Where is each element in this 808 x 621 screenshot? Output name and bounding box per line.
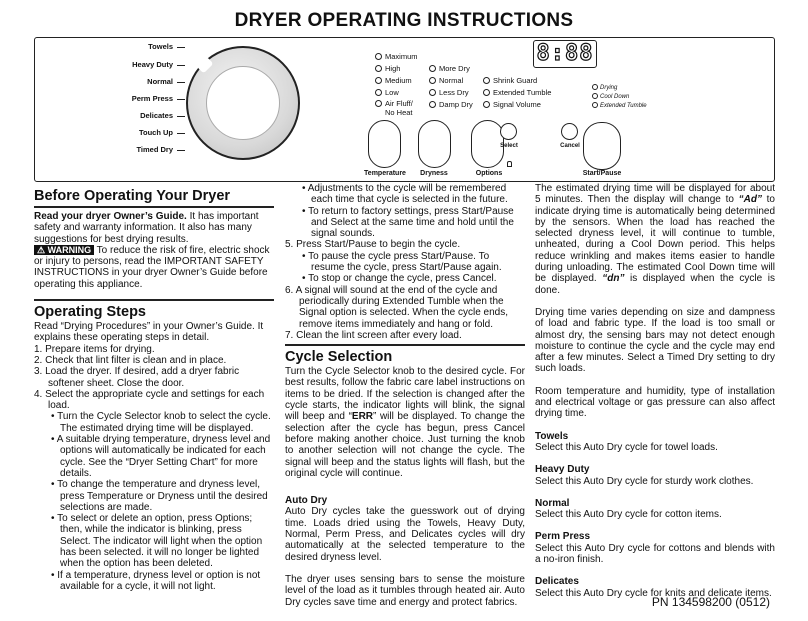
temp-maximum (375, 52, 418, 61)
option-label: Normal (439, 76, 464, 85)
indicator-light (375, 53, 382, 60)
option-label: Extended Tumble (493, 88, 552, 97)
cycle-perm-press[interactable]: Perm Press (131, 94, 173, 103)
column-3-text (535, 183, 775, 599)
option-label: Air Fluff/ No Heat (385, 99, 413, 117)
part-number: PN 134598200 (0512) (651, 595, 770, 609)
before-heading: Before Operating Your Dryer (34, 188, 231, 204)
temp-air-fluff (375, 100, 413, 117)
step-2: 2. Check that lint filter is clean and in place. (34, 354, 227, 366)
option-label: Signal Volume (493, 100, 541, 109)
room-text: Room temperature and humidity, type of installation and electrical voltage or gas pressure can also affect drying time. (535, 385, 775, 420)
cycle-towels[interactable]: Towels (148, 42, 173, 51)
step-3: 3. Load the dryer. If desired, add a dryer fabric softener sheet. Close the door. (34, 366, 240, 389)
option-label: Less Dry (439, 88, 469, 97)
tick-mark (177, 116, 185, 117)
tick-mark (177, 99, 185, 100)
indicator-light (375, 100, 382, 107)
cycle-timed-dry[interactable]: Timed Dry (136, 145, 173, 154)
delicates-heading: Delicates (535, 576, 579, 588)
status-label: Extended Tumble (600, 103, 647, 109)
indicator-light (429, 89, 436, 96)
option-extended-tumble (483, 88, 551, 97)
indicator-light (483, 89, 490, 96)
cycle-delicates[interactable]: Delicates (140, 111, 173, 120)
est-text-c: is displayed when the cycle is done. (535, 273, 775, 296)
column-1 (34, 188, 274, 592)
step-5: 5. Press Start/Pause to begin the cycle. (285, 239, 461, 251)
option-label: More Dry (439, 64, 470, 73)
indicator-light (375, 77, 382, 84)
select-label: Select (500, 143, 518, 149)
step-1: 1. Prepare items for drying. (34, 343, 155, 355)
option-label: Shrink Guard (493, 76, 538, 85)
status-cool-down (592, 93, 629, 100)
step-4-bullet: • To return to factory settings, press Start/Pause and Select at the same time and hold until the signal sounds. (302, 205, 514, 240)
tick-mark (177, 150, 185, 151)
temp-medium (375, 76, 412, 85)
indicator-light (592, 102, 598, 108)
temperature-label: Temperature (364, 170, 406, 177)
cycle-text-b: ” will be displayed. To change the selection after the cycle has begun, press Cancel before making another choice. Just turning the knob to another selection will not change the cycle. The signal will beep and the status lights will flash, but the original cycle will continue. (285, 411, 525, 479)
dry-damp-dry (429, 100, 473, 109)
steps-text (34, 321, 274, 592)
indicator-light (375, 65, 382, 72)
cycle-heavy-duty[interactable]: Heavy Duty (132, 60, 173, 69)
sensor-text: The dryer uses sensing bars to sense the moisture level of the load as it tumbles through heated air. Auto Dry cycles save time and energy and protect fabrics. (285, 573, 525, 608)
steps-heading: Operating Steps (34, 304, 146, 321)
towels-text: Select this Auto Dry cycle for towel loads. (535, 441, 718, 453)
knob-center (206, 66, 280, 140)
cycle-touch-up[interactable]: Touch Up (138, 128, 173, 137)
dryness-label: Dryness (420, 170, 448, 177)
est-text-b: to indicate drying time is automatically being determined by the sensors. When the load has reached the selected dryness level, it will continue to tumble, unheated, during a Cool Down period. This helps reduce wrinkling and makes items easier to handle during unloading. The estimated Cool Down time will be displayed. (535, 194, 775, 285)
status-label: Cool Down (600, 94, 630, 100)
status-drying (592, 84, 617, 91)
normal-text: Select this Auto Dry cycle for cotton items. (535, 509, 722, 521)
temp-high (375, 64, 400, 73)
auto-dry-text: Auto Dry cycles take the guesswork out of drying time. Loads dried using the Towels, Heavy Duty, Normal, Perm Press, and Delicates cycles will dry automatically at the selected temperature to the desired dryness level. (285, 506, 525, 563)
dry-less-dry (429, 88, 469, 97)
err-code: ERR (351, 411, 374, 423)
cycle-text (285, 366, 525, 608)
temp-low (375, 88, 399, 97)
steps-intro: Read “Drying Procedures” in your Owner’s Guide. It explains these operating steps in detail. (34, 321, 264, 344)
step-5-bullet: • To stop or change the cycle, press Cancel. (302, 273, 497, 285)
perm-press-text: Select this Auto Dry cycle for cottons and blends with a no-iron finish. (535, 542, 775, 566)
lock-icon (507, 161, 512, 167)
indicator-light (429, 65, 436, 72)
divider (34, 299, 274, 301)
indicator-light (592, 84, 598, 90)
tick-mark (177, 65, 185, 66)
dn-code: “dn” (602, 273, 625, 285)
step-7: 7. Clean the lint screen after every load. (285, 329, 462, 341)
option-signal-volume (483, 100, 541, 109)
before-body: It has important safety and warranty information. It also has many suggestions for best drying results. (34, 211, 259, 245)
before-text (34, 211, 274, 290)
indicator-light (592, 93, 598, 99)
divider (285, 344, 525, 346)
divider (34, 206, 274, 208)
option-shrink-guard (483, 76, 537, 85)
temperature-button[interactable] (368, 120, 401, 168)
tick-mark (177, 82, 185, 83)
option-label: Maximum (385, 52, 418, 61)
tick-mark (177, 47, 185, 48)
status-extended-tumble (592, 102, 647, 109)
step-4-bullet: • A suitable drying temperature, dryness level and options will automatically be indicated for each cycle. See the “Dryer Setting Chart” for more details. (51, 434, 271, 479)
cycle-normal[interactable]: Normal (147, 77, 173, 86)
indicator-light (483, 77, 490, 84)
dry-normal (429, 76, 463, 85)
ad-code: “Ad” (738, 194, 762, 206)
column-2 (285, 183, 525, 608)
step-5-bullet: • To pause the cycle press Start/Pause. To resume the cycle, press Start/Pause again. (302, 250, 502, 274)
option-label: Low (385, 88, 399, 97)
dryness-button[interactable] (418, 120, 451, 168)
option-label: Medium (385, 76, 412, 85)
step-6: 6. A signal will sound at the end of the cycle and periodically during Extended Tumble when the Signal option is selected. When the cycle ends, remove items immediately and hang or fold. (285, 284, 509, 330)
start-pause-button[interactable] (583, 122, 621, 170)
delicates-text: Select this Auto Dry cycle for knits and delicate items. (535, 587, 772, 599)
indicator-light (429, 77, 436, 84)
cancel-button[interactable] (561, 123, 578, 140)
indicator-light (375, 89, 382, 96)
cycle-heading: Cycle Selection (285, 349, 393, 366)
option-label: Damp Dry (439, 100, 473, 109)
before-lead: Read your dryer Owner’s Guide. (34, 211, 187, 222)
start-pause-label: Start/Pause (582, 170, 622, 177)
options-label: Options (475, 170, 503, 177)
heavy-duty-heading: Heavy Duty (535, 464, 590, 476)
step-4-bullet: • To select or delete an option, press Options; then, while the indicator is blinking, press Select. The indicator will light when the option has been selected. it will no longer be lighted when the option has been deleted. (51, 513, 263, 570)
time-display: 8:88 (533, 40, 597, 68)
select-button[interactable] (500, 123, 517, 140)
perm-press-heading: Perm Press (535, 531, 591, 543)
normal-heading: Normal (535, 497, 570, 509)
status-label: Drying (600, 85, 618, 91)
step-4-bullet: • Turn the Cycle Selector knob to select the cycle. The estimated drying time will be displayed. (51, 411, 271, 434)
indicator-light (429, 101, 436, 108)
towels-heading: Towels (535, 430, 569, 442)
warning-badge: ⚠ WARNING (34, 245, 94, 255)
est-text-a: The estimated drying time will be displayed for about 5 minutes. Then the display will change to (535, 183, 775, 206)
step-4-bullet: • To change the temperature and dryness level, press Temperature or Dryness until the desired selections are made. (51, 479, 268, 513)
cancel-label: Cancel (560, 143, 580, 149)
cycle-text-a: Turn the Cycle Selector knob to the desired cycle. For best results, follow the fabric care label instructions on items to be dried. If the selection is changed after the cycle starts, the indicator lights will blink, the signal will beep and “ (285, 366, 525, 423)
warning-text: To reduce the risk of fire, electric shock or injury to persons, read the IMPORTANT SAFETY INSTRUCTIONS in your dryer Owner’s Guide before operating this appliance. (34, 244, 270, 290)
step-4-bullet: • Adjustments to the cycle will be remembered each time that cycle is selected in the future. (302, 183, 508, 206)
indicator-light (483, 101, 490, 108)
option-label: High (385, 64, 401, 73)
tick-mark (177, 133, 185, 134)
auto-dry-heading: Auto Dry (285, 495, 328, 507)
dry-more-dry (429, 64, 470, 73)
heavy-duty-text: Select this Auto Dry cycle for sturdy work clothes. (535, 475, 754, 487)
step-4: 4. Select the appropriate cycle and settings for each load. (34, 388, 265, 412)
page-title: DRYER OPERATING INSTRUCTIONS (234, 10, 574, 31)
step-4-bullet: • If a temperature, dryness level or option is not available for a cycle, it will not light. (51, 569, 261, 592)
column-3 (535, 183, 775, 599)
warning-label: WARNING (47, 244, 92, 255)
vary-text: Drying time varies depending on size and dampness of load and fabric type. If the load is too small or almost dry, the sensing bars may not detect enough moisture to continue the cycle and the cycle may end after a few minutes. Select a Timed Dry setting to dry such loads. (535, 306, 775, 375)
steps-continued (285, 183, 525, 341)
